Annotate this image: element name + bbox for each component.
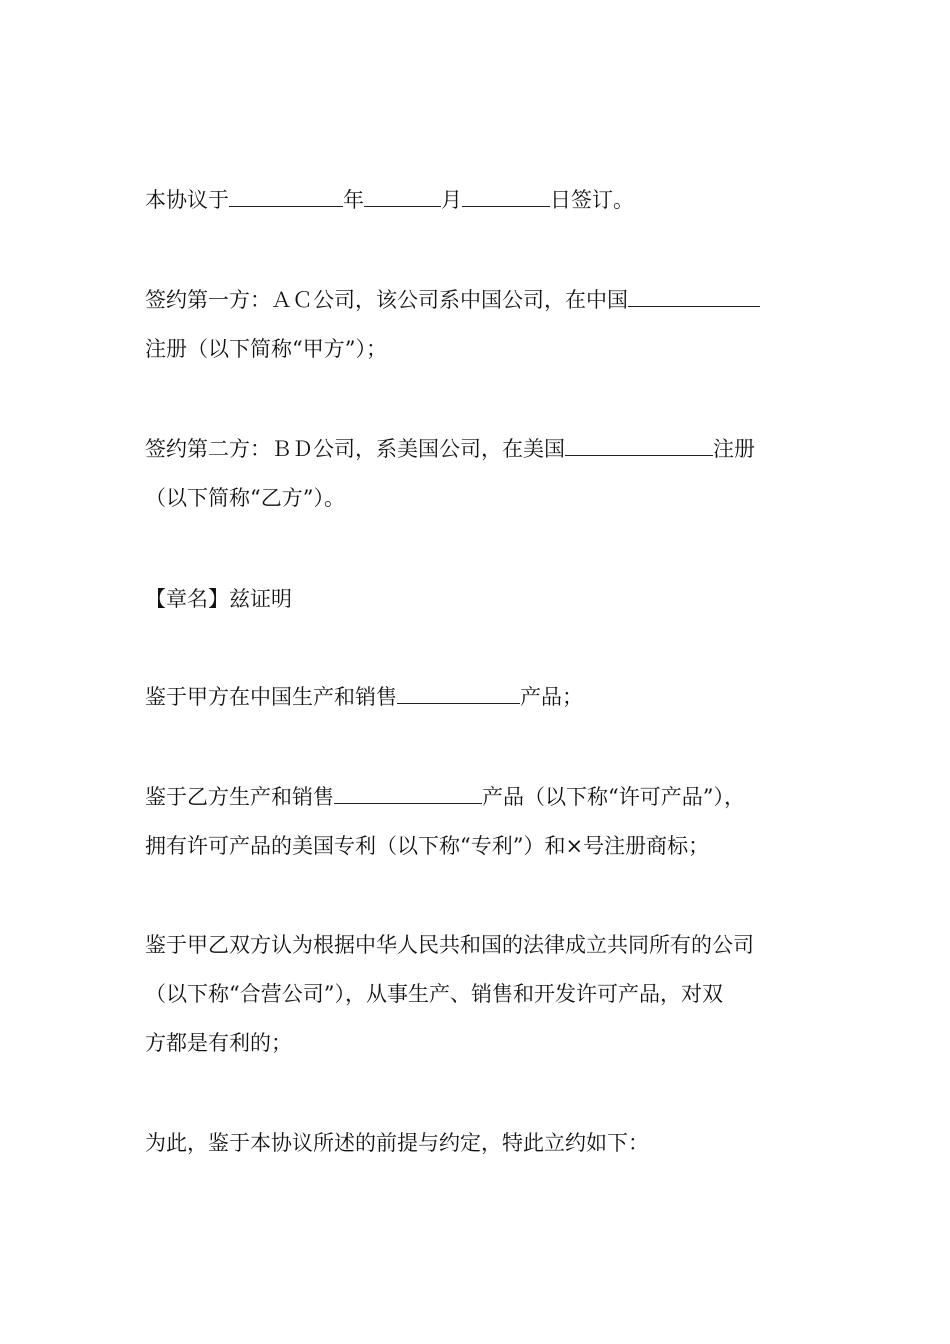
- party-b-paragraph: [145, 425, 810, 523]
- recital-2-line2: 拥有许可产品的美国专利（以下称“专利”）和×号注册商标；: [145, 834, 710, 858]
- party-a-line2: 注册（以下简称“甲方”）；: [145, 337, 387, 361]
- party-a-paragraph: [145, 276, 810, 374]
- signing-date-prefix: 本协议于: [145, 188, 229, 212]
- party-b-registration-blank: [565, 434, 713, 456]
- recital-2-paragraph: [145, 773, 810, 871]
- recital-3-line1: 鉴于甲乙双方认为根据中华人民共和国的法律成立共同所有的公司: [145, 933, 754, 957]
- recital-1-paragraph: [145, 673, 810, 722]
- signing-date-paragraph: [145, 176, 810, 225]
- signing-date-suffix: 日签订。: [550, 188, 634, 212]
- party-b-register: 注册: [713, 437, 755, 461]
- recital-3-line2: （以下称“合营公司”），从事生产、销售和开发许可产品，对双: [145, 982, 723, 1006]
- month-blank: [364, 185, 441, 207]
- recital-1-suffix: 产品；: [520, 685, 583, 709]
- year-label: 年: [343, 188, 364, 212]
- recital-2-suffix: 产品（以下称“许可产品”），: [482, 785, 745, 809]
- month-label: 月: [441, 188, 462, 212]
- year-blank: [229, 185, 343, 207]
- party-a-text: 签约第一方：ＡＣ公司，该公司系中国公司，在中国: [145, 288, 628, 312]
- conclusion-paragraph: [145, 1119, 810, 1168]
- party-b-text: 签约第二方：ＢＤ公司，系美国公司，在美国: [145, 437, 565, 461]
- product-blank-b: [334, 782, 482, 804]
- chapter-title: 【章名】兹证明: [145, 587, 292, 611]
- party-b-line2: （以下简称“乙方”）。: [145, 486, 345, 510]
- chapter-heading: [145, 575, 810, 624]
- recital-3-paragraph: [145, 921, 810, 1068]
- party-a-registration-blank: [628, 285, 760, 307]
- conclusion-text: 为此，鉴于本协议所述的前提与约定，特此立约如下：: [145, 1131, 649, 1155]
- recital-3-line3: 方都是有利的；: [145, 1031, 292, 1055]
- day-blank: [462, 185, 550, 207]
- recital-2-prefix: 鉴于乙方生产和销售: [145, 785, 334, 809]
- product-blank-a: [397, 682, 520, 704]
- recital-1-prefix: 鉴于甲方在中国生产和销售: [145, 685, 397, 709]
